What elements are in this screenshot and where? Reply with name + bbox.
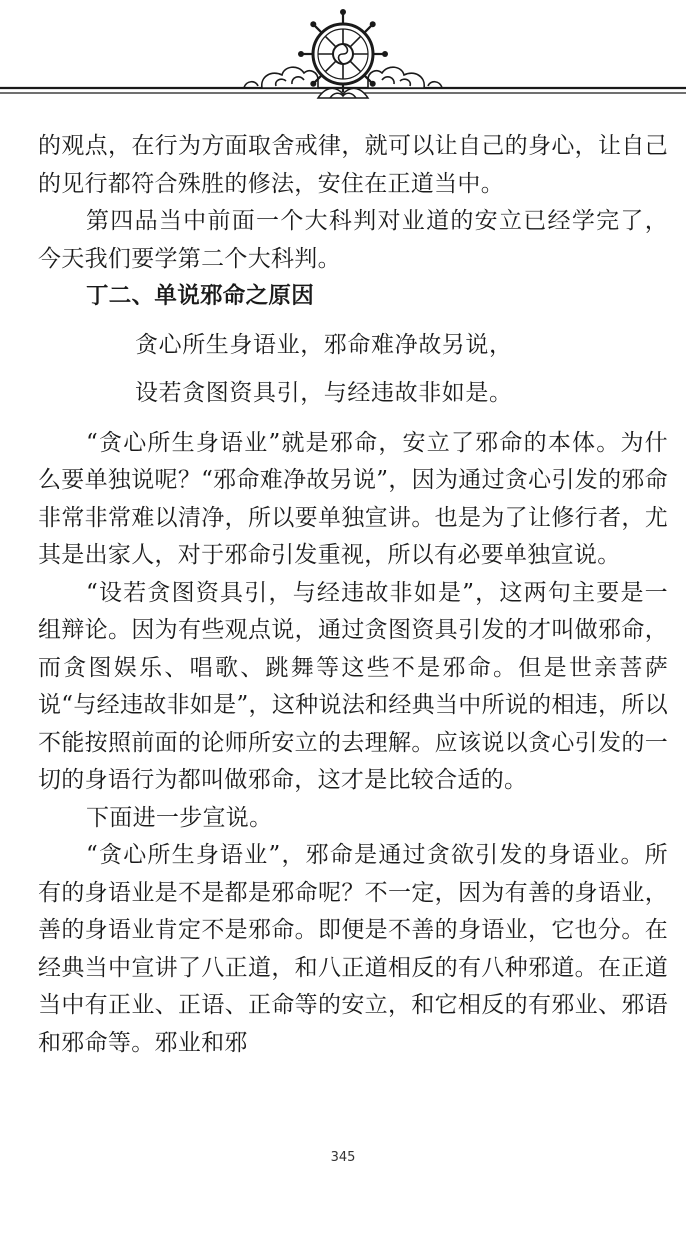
paragraph: “贪心所生身语业”，邪命是通过贪欲引发的身语业。所有的身语业是不是都是邪命呢？不一定，因为有善的身语业，善的身语业肯定不是邪命。即便是不善的身语业，它也分。在经典当中宣讲了八正道，和八正道相反的有八种邪道。在正道当中有正业、正语、正命等的安立，和它相反的有邪业、邪语和邪命等。邪业和邪 <box>38 842 668 1056</box>
page-body <box>38 128 668 1062</box>
page-number: 345 <box>330 1150 356 1165</box>
paragraph: 第四品当中前面一个大科判对业道的安立已经学完了，今天我们要学第二个大科判。 <box>38 208 668 272</box>
verse-line: 设若贪图资具引，与经违故非如是。 <box>135 379 513 406</box>
paragraph: 下面进一步宣说。 <box>86 804 273 831</box>
paragraph: 的观点，在行为方面取舍戒律，就可以让自己的身心，让自己的见行都符合殊胜的修法，安住在正道当中。 <box>38 133 668 197</box>
cloud-scroll-left-icon <box>244 67 318 88</box>
verse-line: 贪心所生身语业，邪命难净故另说， <box>135 331 513 358</box>
cloud-scroll-right-icon <box>368 67 442 88</box>
paragraph: “贪心所生身语业”就是邪命，安立了邪命的本体。为什么要单独说呢？“邪命难净故另说”，因为通过贪心引发的邪命非常非常难以清净，所以要单独宣讲。也是为了让修行者，尤其是出家人，对于邪命引发重视，所以有必要单独宣说。 <box>38 429 668 568</box>
header-ornament <box>0 0 686 110</box>
section-heading: 丁二、单说邪命之原因 <box>86 283 315 309</box>
paragraph: “设若贪图资具引，与经违故非如是”，这两句主要是一组辩论。因为有些观点说，通过贪图资具引发的才叫做邪命，而贪图娱乐、唱歌、跳舞等这些不是邪命。但是世亲菩萨说“与经违故非如是”，这种说法和经典当中所说的相违，所以不能按照前面的论师所安立的去理解。应该说以贪心引发的一切的身语行为都叫做邪命，这才是比较合适的。 <box>38 579 668 793</box>
